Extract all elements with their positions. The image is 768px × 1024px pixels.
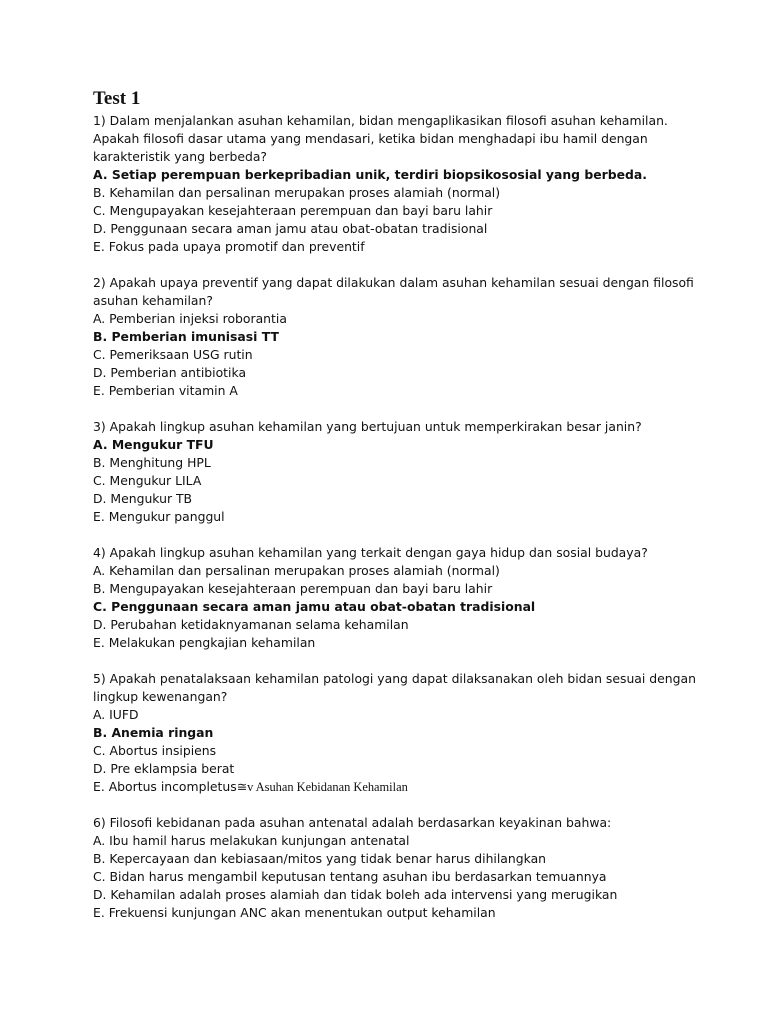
answer-option-correct: B. Anemia ringan <box>93 725 214 740</box>
question-text: 6) Filosofi kebidanan pada asuhan antenatal adalah berdasarkan keyakinan bahwa: <box>93 815 612 830</box>
answer-option: E. Mengukur panggul <box>93 509 225 524</box>
answer-option: A. IUFD <box>93 707 139 722</box>
question-1 <box>93 112 713 256</box>
answer-option-correct: A. Setiap perempuan berkepribadian unik, terdiri biopsikososial yang berbeda. <box>93 167 647 182</box>
answer-option: E. Pemberian vitamin A <box>93 383 238 398</box>
answer-option: E. Fokus pada upaya promotif dan preventif <box>93 239 365 254</box>
question-text: 5) Apakah penatalaksaan kehamilan patologi yang dapat dilaksanakan oleh bidan sesuai dengan lingkup kewenangan? <box>93 671 696 704</box>
answer-option: D. Pre eklampsia berat <box>93 761 235 776</box>
question-text: 2) Apakah upaya preventif yang dapat dilakukan dalam asuhan kehamilan sesuai dengan filosofi asuhan kehamilan? <box>93 275 694 308</box>
document-title: Test 1 <box>93 88 141 109</box>
answer-option: A. Kehamilan dan persalinan merupakan proses alamiah (normal) <box>93 563 500 578</box>
answer-option-correct: C. Penggunaan secara aman jamu atau obat-obatan tradisional <box>93 599 536 614</box>
answer-option: C. Mengupayakan kesejahteraan perempuan dan bayi baru lahir <box>93 203 493 218</box>
answer-option: B. Kepercayaan dan kebiasaan/mitos yang tidak benar harus dihilangkan <box>93 851 547 866</box>
answer-option: E. Frekuensi kunjungan ANC akan menentukan output kehamilan <box>93 905 496 920</box>
answer-option: D. Pemberian antibiotika <box>93 365 247 380</box>
answer-option: C. Bidan harus mengambil keputusan tentang asuhan ibu berdasarkan temuannya <box>93 869 607 884</box>
question-5 <box>93 670 713 796</box>
question-4 <box>93 544 713 652</box>
answer-option-correct: B. Pemberian imunisasi TT <box>93 329 279 344</box>
answer-option: A. Ibu hamil harus melakukan kunjungan antenatal <box>93 833 410 848</box>
answer-option: B. Mengupayakan kesejahteraan perempuan dan bayi baru lahir <box>93 581 493 596</box>
answer-option: C. Abortus insipiens <box>93 743 217 758</box>
answer-option: B. Menghitung HPL <box>93 455 211 470</box>
question-text: 3) Apakah lingkup asuhan kehamilan yang bertujuan untuk memperkirakan besar janin? <box>93 419 642 434</box>
question-6 <box>93 814 713 922</box>
answer-option: D. Kehamilan adalah proses alamiah dan tidak boleh ada intervensi yang merugikan <box>93 887 618 902</box>
answer-option: C. Mengukur LILA <box>93 473 202 488</box>
answer-option: E. Melakukan pengkajian kehamilan <box>93 635 316 650</box>
answer-option <box>93 778 713 796</box>
answer-option: C. Pemeriksaan USG rutin <box>93 347 253 362</box>
answer-option-text: E. Abortus incompletus <box>93 779 237 794</box>
answer-option: B. Kehamilan dan persalinan merupakan proses alamiah (normal) <box>93 185 501 200</box>
question-text: 4) Apakah lingkup asuhan kehamilan yang terkait dengan gaya hidup dan sosial budaya? <box>93 545 648 560</box>
question-text: 1) Dalam menjalankan asuhan kehamilan, bidan mengaplikasikan filosofi asuhan kehamilan. Apakah filosofi dasar utama yang mendasari, ketika bidan menghadapi ibu hamil dengan karakteristik yang berbeda? <box>93 113 668 164</box>
answer-option: D. Penggunaan secara aman jamu atau obat-obatan tradisional <box>93 221 488 236</box>
footer-watermark-text: ≅v Asuhan Kebidanan Kehamilan <box>236 780 408 794</box>
question-list <box>93 112 713 922</box>
document-page <box>93 88 713 940</box>
answer-option: D. Perubahan ketidaknyamanan selama kehamilan <box>93 617 409 632</box>
question-2 <box>93 274 713 400</box>
answer-option: A. Pemberian injeksi roborantia <box>93 311 287 326</box>
answer-option-correct: A. Mengukur TFU <box>93 437 214 452</box>
answer-option: D. Mengukur TB <box>93 491 193 506</box>
question-3 <box>93 418 713 526</box>
